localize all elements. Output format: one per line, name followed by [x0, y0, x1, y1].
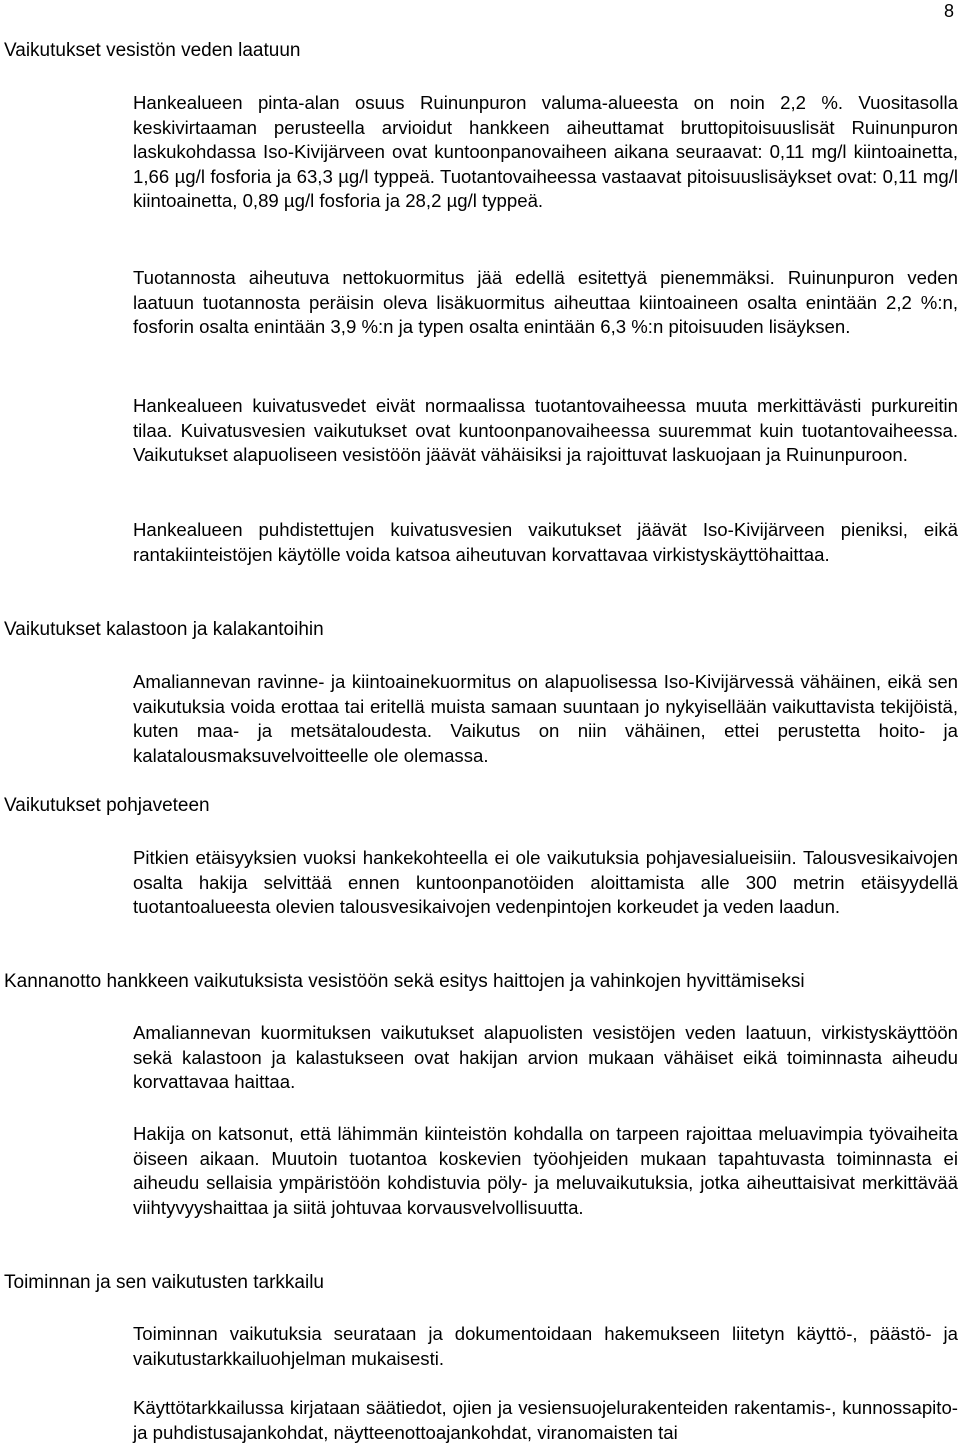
paragraph: Pitkien etäisyyksien vuoksi hankekohteella ei ole vaikutuksia pohjavesialueisiin. Talousvesikaivojen osalta hakija selvittää ennen kuntoonpanotöiden aloittamista alle 300 metrin etäisyydellä tuotantoalueesta olevien talousvesikaivojen vedenpintojen korkeudet ja veden laadun. — [133, 847, 958, 918]
section-heading-monitoring: Toiminnan ja sen vaikutusten tarkkailu — [4, 1272, 325, 1293]
paragraph: Hankealueen pinta-alan osuus Ruinunpuron valuma-alueesta on noin 2,2 %. Vuositasolla keskivirtaaman perusteella arvioidut hankkeen aiheuttamat bruttopitoisuuslisät Ruinunpuron laskukohdassa Iso-Kivijärveen ovat kuntoonpanovaiheen aikana seuraavat: 0,11 mg/l kiintoainetta, 1,66 µg/l fosforia ja 63,3 µg/l typpeä. Tuotantovaiheessa vastaavat pitoisuuslisäykset ovat: 0,11 mg/l kiintoainetta, 0,89 µg/l fosforia ja 28,2 µg/l typpeä. — [133, 92, 958, 212]
section-heading-statement: Kannanotto hankkeen vaikutuksista vesistöön sekä esitys haittojen ja vahinkojen hyvittämiseksi — [4, 971, 805, 992]
paragraph: Amaliannevan ravinne- ja kiintoainekuormitus on alapuolisessa Iso-Kivijärvessä vähäinen, eikä sen vaikutuksia voida erottaa tai eritellä muista samaan suuntaan jo nykyisellään vaikuttavista tekijöistä, kuten maa- ja metsätaloudesta. Vaikutus on niin vähäinen, ettei perustetta hoito- ja kalatalousmaksuvelvoitteelle ole olemassa. — [133, 671, 958, 766]
paragraph: Hakija on katsonut, että lähimmän kiinteistön kohdalla on tarpeen rajoittaa meluavimpia työvaiheita öiseen aikaan. Muutoin tuotantoa koskevien työohjeiden mukaan tapahtuvasta toiminnasta ei aiheudu sellaisia ympäristöön kohdistuvia pöly- ja meluvaikutuksia, jotka aiheuttaisivat merkittävää viihtyvyyshaittaa ja siitä johtuvaa korvausvelvollisuutta. — [133, 1123, 958, 1218]
section-heading-groundwater: Vaikutukset pohjaveteen — [4, 795, 210, 816]
section-heading-water-quality: Vaikutukset vesistön veden laatuun — [4, 40, 301, 61]
paragraph: Hankealueen puhdistettujen kuivatusvesien vaikutukset jäävät Iso-Kivijärveen pieniksi, eikä rantakiinteistöjen käytölle voida katsoa aiheutuvan korvattavaa virkistyskäyttöhaittaa. — [133, 519, 958, 565]
paragraph: Toiminnan vaikutuksia seurataan ja dokumentoidaan hakemukseen liitetyn käyttö-, päästö- ja vaikutustarkkailuohjelman mukaisesti. — [133, 1323, 958, 1369]
paragraph: Käyttötarkkailussa kirjataan säätiedot, ojien ja vesiensuojelurakenteiden rakentamis-, kunnossapito- ja puhdistusajankohdat, näytteenottoajankohdat, viranomaisten tai — [133, 1397, 958, 1443]
paragraph: Amaliannevan kuormituksen vaikutukset alapuolisten vesistöjen veden laatuun, virkistyskäyttöön sekä kalastoon ja kalastukseen ovat hakijan arvion mukaan vähäiset eikä toiminnasta aiheudu korvattavaa haittaa. — [133, 1022, 958, 1093]
section-heading-fish-stocks: Vaikutukset kalastoon ja kalakantoihin — [4, 619, 324, 640]
paragraph: Tuotannosta aiheutuva nettokuormitus jää edellä esitettyä pienemmäksi. Ruinunpuron veden laatuun tuotannosta peräisin oleva lisäkuormitus aiheuttaa kiintoaineen osalta enintään 2,2 %:n, fosforin osalta enintään 3,9 %:n ja typen osalta enintään 6,3 %:n pitoisuuden lisäyksen. — [133, 267, 958, 338]
page-number: 8 — [943, 1, 954, 21]
paragraph: Hankealueen kuivatusvedet eivät normaalissa tuotantovaiheessa muuta merkittävästi purkureitin tilaa. Kuivatusvesien vaikutukset ovat kuntoonpanovaiheessa suuremmat kuin tuotantovaiheessa. Vaikutukset alapuoliseen vesistöön jäävät vähäisiksi ja rajoittuvat laskuojaan ja Ruinunpuroon. — [133, 395, 958, 466]
